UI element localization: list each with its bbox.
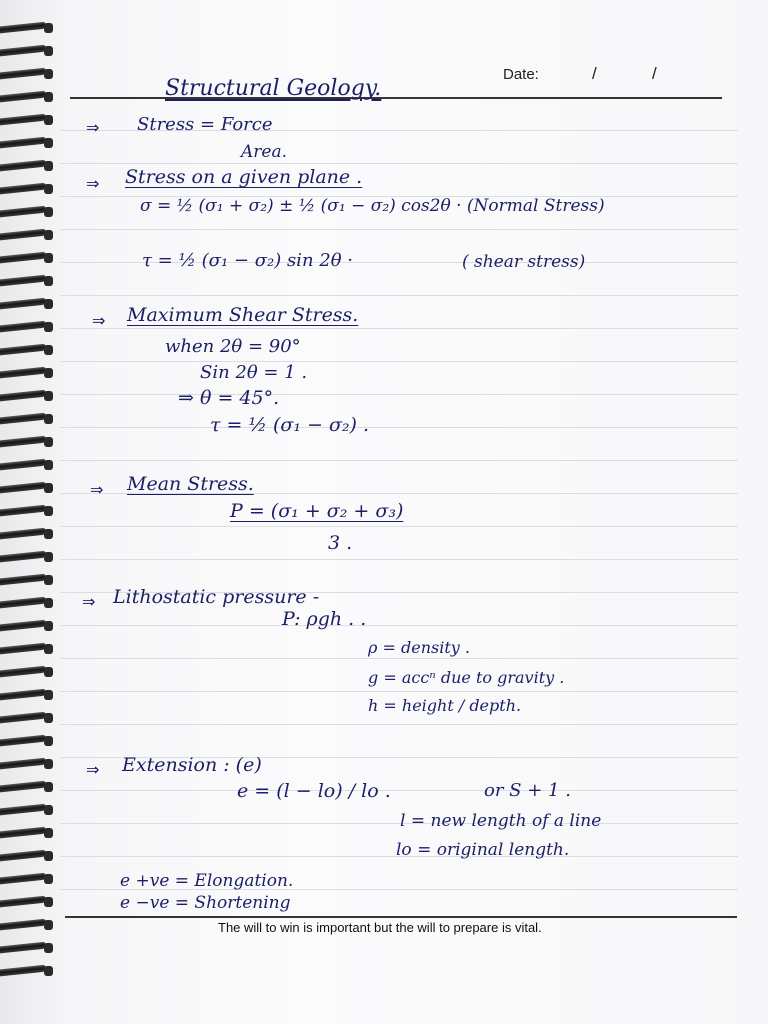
max-shear-heading: Maximum Shear Stress. — [127, 304, 359, 326]
normal-stress-equation: σ = ½ (σ₁ + σ₂) ± ½ (σ₁ − σ₂) cos2θ · (Normal Stress) — [140, 196, 605, 216]
sin-condition: Sin 2θ = 1 . — [200, 362, 308, 383]
bullet-arrow-icon: ⇒ — [92, 311, 106, 330]
height-definition: h = height / depth. — [368, 696, 522, 715]
max-tau-equation: τ = ½ (σ₁ − σ₂) . — [210, 414, 370, 436]
mean-stress-heading: Mean Stress. — [127, 473, 254, 495]
when-condition: when 2θ = 90° — [165, 336, 301, 357]
spiral-binding — [0, 0, 60, 1024]
lithostatic-heading: Lithostatic pressure - — [113, 586, 320, 608]
date-separator: / — [592, 64, 597, 83]
footer-rule — [65, 916, 737, 918]
bullet-arrow-icon: ⇒ — [86, 174, 100, 193]
shear-stress-tag: ( shear stress) — [462, 252, 586, 272]
new-length-definition: l = new length of a line — [400, 811, 602, 831]
lithostatic-equation: P: ρgh . . — [282, 608, 367, 630]
bullet-arrow-icon: ⇒ — [86, 118, 100, 137]
shortening-line: e −ve = Shortening — [120, 893, 291, 913]
bullet-arrow-icon: ⇒ — [90, 480, 104, 499]
extension-alternate: or S + 1 . — [484, 780, 571, 801]
date-separator: / — [652, 64, 657, 83]
page-title: Structural Geology. — [165, 76, 382, 101]
plane-heading: Stress on a given plane . — [125, 166, 363, 188]
shear-stress-equation: τ = ½ (σ₁ − σ₂) sin 2θ · — [142, 250, 353, 271]
footer-quote: The will to win is important but the will to prepare is vital. — [218, 920, 542, 935]
stress-definition: Stress = Force — [137, 114, 273, 135]
date-label: Date: — [503, 66, 539, 83]
mean-stress-denominator: 3 . — [328, 532, 353, 554]
bullet-arrow-icon: ⇒ — [86, 760, 100, 779]
gravity-definition: g = accⁿ due to gravity . — [368, 668, 565, 687]
stress-denominator: Area. — [241, 142, 288, 162]
mean-stress-numerator: P = (σ₁ + σ₂ + σ₃) — [230, 500, 404, 522]
density-definition: ρ = density . — [368, 638, 470, 657]
theta-result: ⇒ θ = 45°. — [178, 387, 280, 409]
bullet-arrow-icon: ⇒ — [82, 592, 96, 611]
original-length-definition: lo = original length. — [396, 840, 570, 860]
extension-heading: Extension : (e) — [122, 754, 262, 776]
elongation-line: e +ve = Elongation. — [120, 871, 294, 891]
extension-equation: e = (l − lo) / lo . — [237, 780, 391, 802]
